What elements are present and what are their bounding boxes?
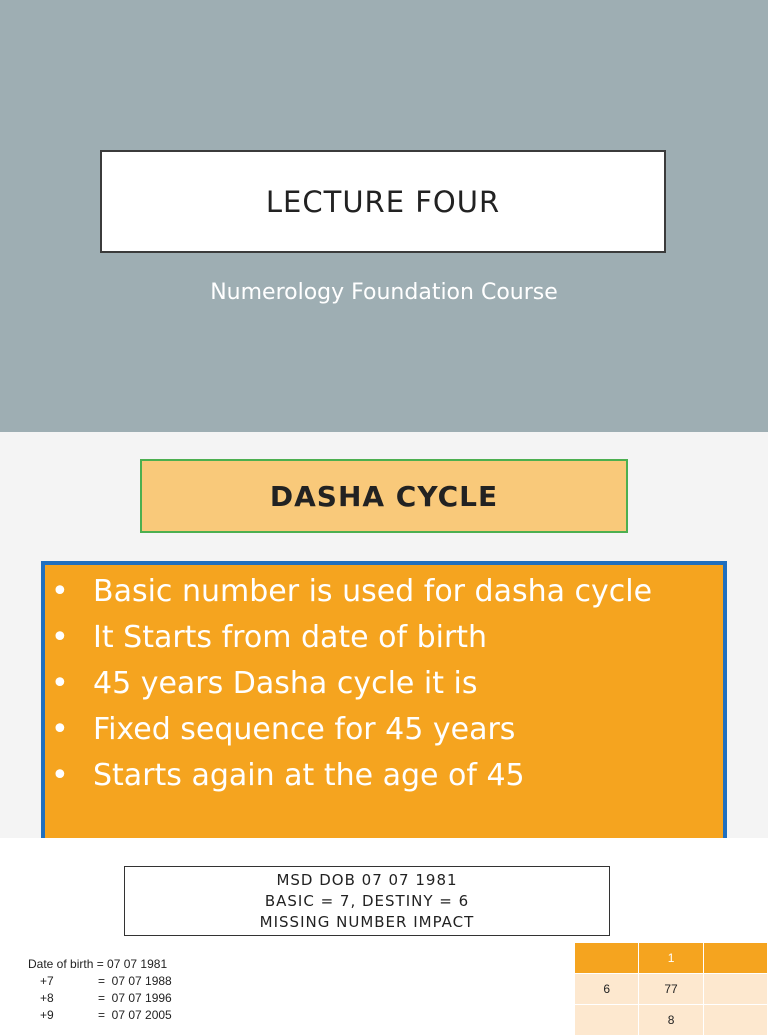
dob-value: = 07 07 2005: [98, 1008, 172, 1022]
bullet-text: 45 years Dasha cycle it is: [93, 666, 478, 701]
dob-list: [28, 956, 172, 1024]
grid-cell: [703, 943, 767, 974]
bullet-icon: •: [51, 712, 69, 747]
dob-label: +7: [40, 974, 54, 988]
msd-slide: [0, 838, 768, 1027]
msd-basic-line: BASIC = 7, DESTINY = 6: [264, 892, 470, 910]
bullet-item: [45, 753, 723, 799]
grid-cell: 1: [639, 943, 703, 974]
bullet-box: [41, 561, 727, 843]
dob-value: = 07 07 1988: [98, 974, 172, 988]
grid-cell: 77: [639, 974, 703, 1005]
dasha-heading: DASHA CYCLE: [269, 479, 499, 513]
bullet-icon: •: [51, 666, 69, 701]
dob-value: = 07 07 1996: [98, 991, 172, 1005]
dasha-slide: [0, 432, 768, 838]
dob-row: [28, 1007, 172, 1024]
bullet-text: Starts again at the age of 45: [93, 758, 525, 793]
bullet-list: [45, 569, 723, 799]
bullet-item: [45, 615, 723, 661]
slide-title: LECTURE FOUR: [265, 184, 501, 219]
msd-dob-line: MSD DOB 07 07 1981: [276, 871, 458, 889]
msd-info-box: [124, 866, 610, 936]
dob-row: [28, 956, 172, 973]
bullet-icon: •: [51, 758, 69, 793]
msd-missing-line: MISSING NUMBER IMPACT: [259, 913, 475, 931]
grid-row: [575, 974, 768, 1005]
slide-subtitle: Numerology Foundation Course: [210, 280, 558, 305]
bullet-icon: •: [51, 620, 69, 655]
bullet-icon: •: [51, 574, 69, 609]
dob-row: [28, 990, 172, 1007]
grid-cell: 6: [575, 974, 639, 1005]
grid-cell: [703, 1005, 767, 1036]
numerology-grid: [574, 942, 768, 1036]
bullet-text: Basic number is used for dasha cycle: [93, 574, 653, 609]
bullet-text: Fixed sequence for 45 years: [93, 712, 516, 747]
dob-value: = 07 07 1981: [96, 957, 168, 971]
grid-cell: [703, 974, 767, 1005]
dob-label: Date of birth: [28, 957, 94, 971]
bullet-item: [45, 661, 723, 707]
dob-label: +8: [40, 991, 54, 1005]
grid-row: [575, 1005, 768, 1036]
grid-row: [575, 943, 768, 974]
bullet-item: [45, 569, 723, 615]
dob-label: +9: [40, 1008, 54, 1022]
title-slide: [0, 0, 768, 432]
title-box: [100, 150, 666, 253]
grid-cell: [575, 943, 639, 974]
bullet-item: [45, 707, 723, 753]
grid-cell: [575, 1005, 639, 1036]
grid-cell: 8: [639, 1005, 703, 1036]
bullet-text: It Starts from date of birth: [93, 620, 488, 655]
dob-row: [28, 973, 172, 990]
dasha-heading-box: [140, 459, 628, 533]
